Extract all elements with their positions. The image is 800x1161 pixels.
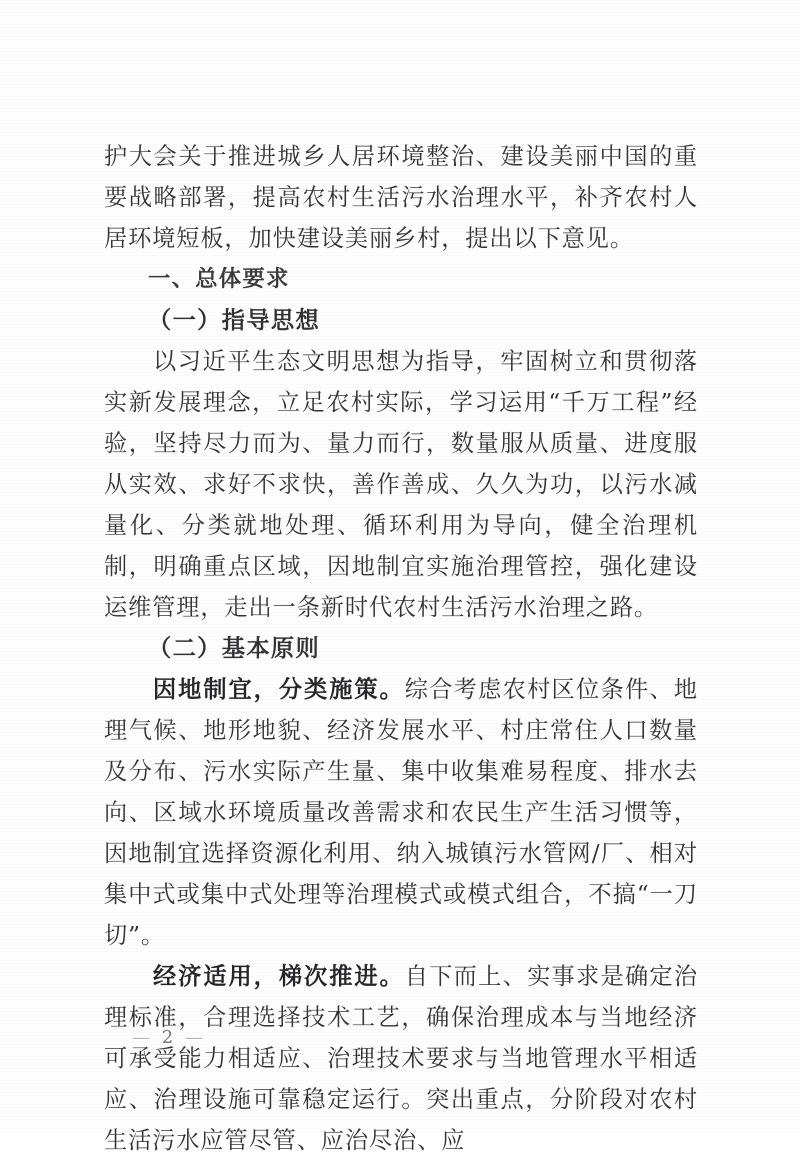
subheading-guiding-ideology: （一）指导思想 <box>148 307 321 334</box>
footer-dash-left: — <box>132 1027 154 1048</box>
paragraph-principle-economical <box>104 956 698 1161</box>
page-number: 2 <box>161 1027 177 1048</box>
principle-body-local-conditions: 综合考虑农村区位条件、地理气候、地形地貌、经济发展水平、村庄常住人口数量及分布、污水实际产生量、集中收集难易程度、排水去向、区域水环境质量改善需求和农民生产生活习惯等，因地制宜选择资源化利用、纳入城镇污水管网/厂、相对集中式或集中式处理等治理模式或模式组合，不搞“一刀切”。 <box>104 676 698 949</box>
principle-lead-economical: 经济适用，梯次推进。 <box>153 963 405 990</box>
principle-body-economical: 自下而上、实事求是确定治理标准，合理选择技术工艺，确保治理成本与当地经济可承受能力相适应、治理技术要求与当地管理水平相适应、治理设施可靠稳定运行。突出重点，分阶段对农村生活污水应管尽管、应治尽治、应 <box>104 963 698 1154</box>
page-content <box>104 136 698 1161</box>
principle-lead-local-conditions: 因地制宜，分类施策。 <box>153 676 405 703</box>
footer-dash-right: — <box>184 1027 206 1048</box>
paragraph-guiding-ideology: 以习近平生态文明思想为指导，牢固树立和贯彻落实新发展理念，立足农村实际，学习运用“千万工程”经验，坚持尽力而为、量力而行，数量服从质量、进度服从实效、求好不求快，善作善成、久久为功，以污水减量化、分类就地处理、循环利用为导向，健全治理机制，明确重点区域，因地制宜实施治理管控，强化建设运维管理，走出一条新时代农村生活污水治理之路。 <box>104 348 698 621</box>
paragraph-principle-local-conditions <box>104 669 698 956</box>
subheading-basic-principles: （二）基本原则 <box>148 635 321 662</box>
page-footer <box>104 1026 234 1050</box>
paragraph-continuation: 护大会关于推进城乡人居环境整治、建设美丽中国的重要战略部署，提高农村生活污水治理水平，补齐农村人居环境短板，加快建设美丽乡村，提出以下意见。 <box>104 143 698 252</box>
section-heading-overall-requirements: 一、总体要求 <box>148 266 290 292</box>
